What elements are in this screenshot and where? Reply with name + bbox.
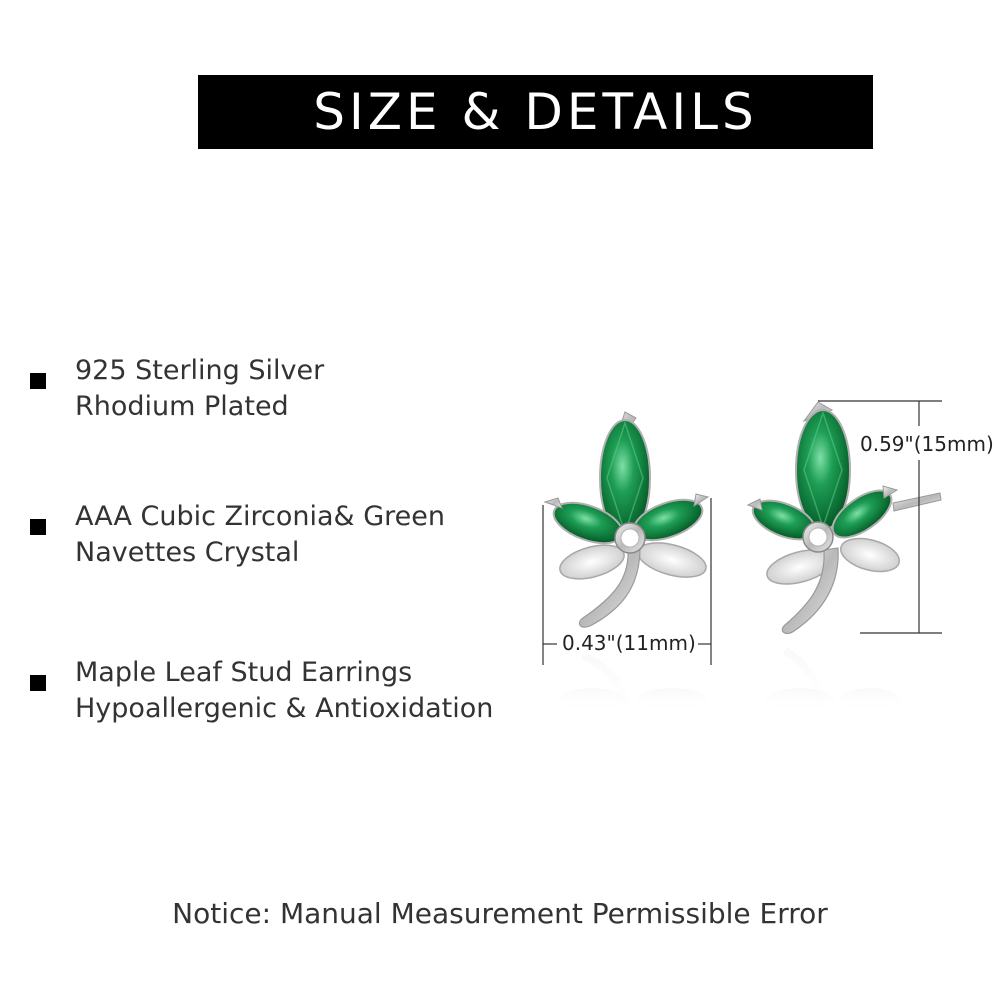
earring-front [545, 412, 710, 627]
feature-line: Navettes Crystal [75, 537, 300, 568]
product-reflection [559, 650, 900, 725]
feature-line: AAA Cubic Zirconia& Green [75, 501, 445, 532]
feature-line: Rhodium Plated [75, 391, 289, 422]
feature-line: Hypoallergenic & Antioxidation [75, 693, 494, 724]
width-label: 0.43"(11mm) [562, 631, 696, 655]
notice-text: Notice: Manual Measurement Permissible Error [172, 897, 828, 930]
banner-title: SIZE & DETAILS [313, 83, 758, 141]
feature-line: 925 Sterling Silver [75, 355, 325, 386]
feature-line: Maple Leaf Stud Earrings [75, 657, 413, 688]
height-label: 0.59"(15mm) [860, 432, 994, 456]
